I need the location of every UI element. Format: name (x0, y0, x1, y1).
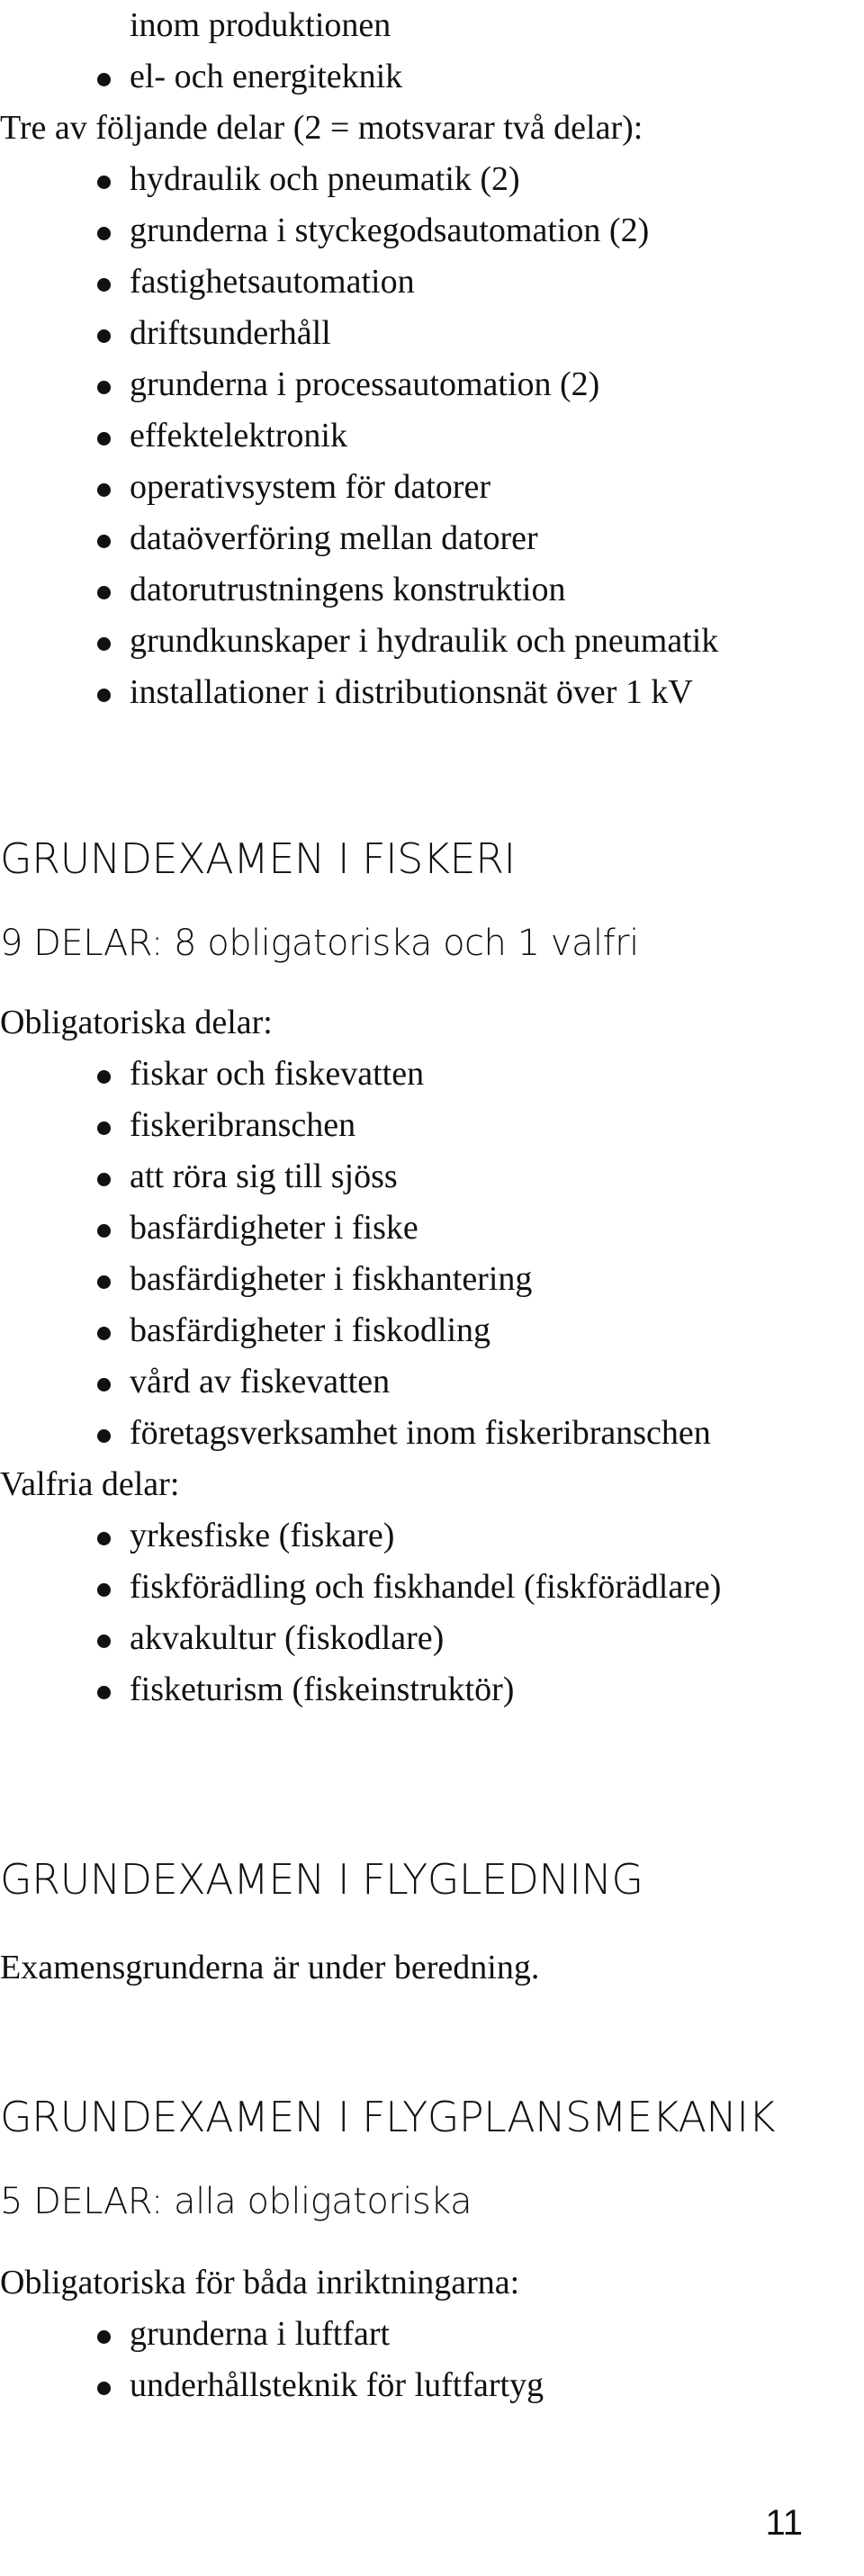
bullet-icon (97, 227, 111, 240)
bullet-icon (97, 1583, 111, 1597)
list-item: grunderna i luftfart (0, 2309, 864, 2360)
bullet-icon (97, 1378, 111, 1392)
list-item: fiskförädling och fiskhandel (fiskförädlare) (0, 1562, 864, 1613)
bullet-icon (97, 1327, 111, 1340)
bullet-icon (97, 176, 111, 189)
bullet-icon (97, 483, 111, 497)
bullet-icon (97, 1275, 111, 1289)
list-item: basfärdigheter i fiskodling (0, 1305, 864, 1356)
list-item: vård av fiskevatten (0, 1356, 864, 1408)
list-item: yrkesfiske (fiskare) (0, 1510, 864, 1562)
bullet-icon (97, 381, 111, 394)
choice-label: Tre av följande delar (2 = motsvarar två delar): (0, 109, 644, 147)
list-item: el- och energiteknik (0, 51, 864, 103)
list-item: driftsunderhåll (0, 308, 864, 359)
bullet-icon (97, 329, 111, 343)
fiskeri-section (0, 832, 864, 1716)
section-heading: GRUNDEXAMEN I FISKERI (0, 834, 516, 883)
optional-label: Valfria delar: (0, 1465, 180, 1503)
section-heading: GRUNDEXAMEN I FLYGPLANSMEKANIK (0, 2093, 776, 2141)
list-item: fisketurism (fiskeinstruktör) (0, 1664, 864, 1716)
mandatory-label: Obligatoriska delar: (0, 1004, 273, 1041)
continuation-line: inom produktionen (130, 6, 392, 44)
bullet-icon (97, 2382, 111, 2395)
bullet-icon (97, 1224, 111, 1238)
section-subheading: 9 DELAR: 8 obligatoriska och 1 valfri (0, 923, 639, 964)
list-item: underhållsteknik för luftfartyg (0, 2360, 864, 2411)
flygledning-section (0, 1852, 864, 1994)
page-number: 11 (765, 2503, 803, 2543)
intro-first-list (0, 51, 864, 103)
list-item: hydraulik och pneumatik (2) (0, 154, 864, 205)
bullet-icon (97, 278, 111, 292)
bullet-icon (97, 586, 111, 599)
list-item: datorutrustningens konstruktion (0, 564, 864, 616)
section-subheading: 5 DELAR: alla obligatoriska (0, 2181, 472, 2222)
list-item: basfärdigheter i fiskhantering (0, 1254, 864, 1305)
bullet-icon (97, 1532, 111, 1545)
list-item: dataöverföring mellan datorer (0, 513, 864, 564)
list-item: att röra sig till sjöss (0, 1151, 864, 1202)
bullet-icon (97, 689, 111, 702)
bullet-icon (97, 637, 111, 651)
bullet-icon (97, 2330, 111, 2344)
list-item: fiskeribranschen (0, 1100, 864, 1151)
list-item: akvakultur (fiskodlare) (0, 1613, 864, 1664)
list-item: installationer i distributionsnät över 1 kV (0, 667, 864, 718)
list-item: effektelektronik (0, 410, 864, 462)
bullet-icon (97, 1070, 111, 1084)
fiskeri-mandatory-list (0, 1049, 864, 1459)
list-item: fastighetsautomation (0, 257, 864, 308)
flygplansmekanik-section (0, 2090, 864, 2411)
intro-choice-list (0, 154, 864, 718)
mandatory-label: Obligatoriska för båda inriktningarna: (0, 2264, 520, 2301)
list-item: grunderna i processautomation (2) (0, 359, 864, 410)
bullet-icon (97, 1686, 111, 1699)
list-item: operativsystem för datorer (0, 462, 864, 513)
section-text: Examensgrunderna är under beredning. (0, 1949, 540, 1986)
bullet-icon (97, 1429, 111, 1443)
bullet-icon (97, 1121, 111, 1135)
flygplansmekanik-mandatory-list (0, 2309, 864, 2411)
fiskeri-optional-list (0, 1510, 864, 1716)
section-heading: GRUNDEXAMEN I FLYGLEDNING (0, 1855, 644, 1904)
bullet-icon (97, 432, 111, 446)
bullet-icon (97, 1173, 111, 1186)
bullet-icon (97, 535, 111, 548)
list-item: fiskar och fiskevatten (0, 1049, 864, 1100)
list-item: grunderna i styckegodsautomation (2) (0, 205, 864, 257)
intro-section (0, 0, 864, 718)
bullet-icon (97, 73, 111, 86)
bullet-icon (97, 1635, 111, 1648)
list-item: företagsverksamhet inom fiskeribranschen (0, 1408, 864, 1459)
list-item: grundkunskaper i hydraulik och pneumatik (0, 616, 864, 667)
list-item: basfärdigheter i fiske (0, 1202, 864, 1254)
